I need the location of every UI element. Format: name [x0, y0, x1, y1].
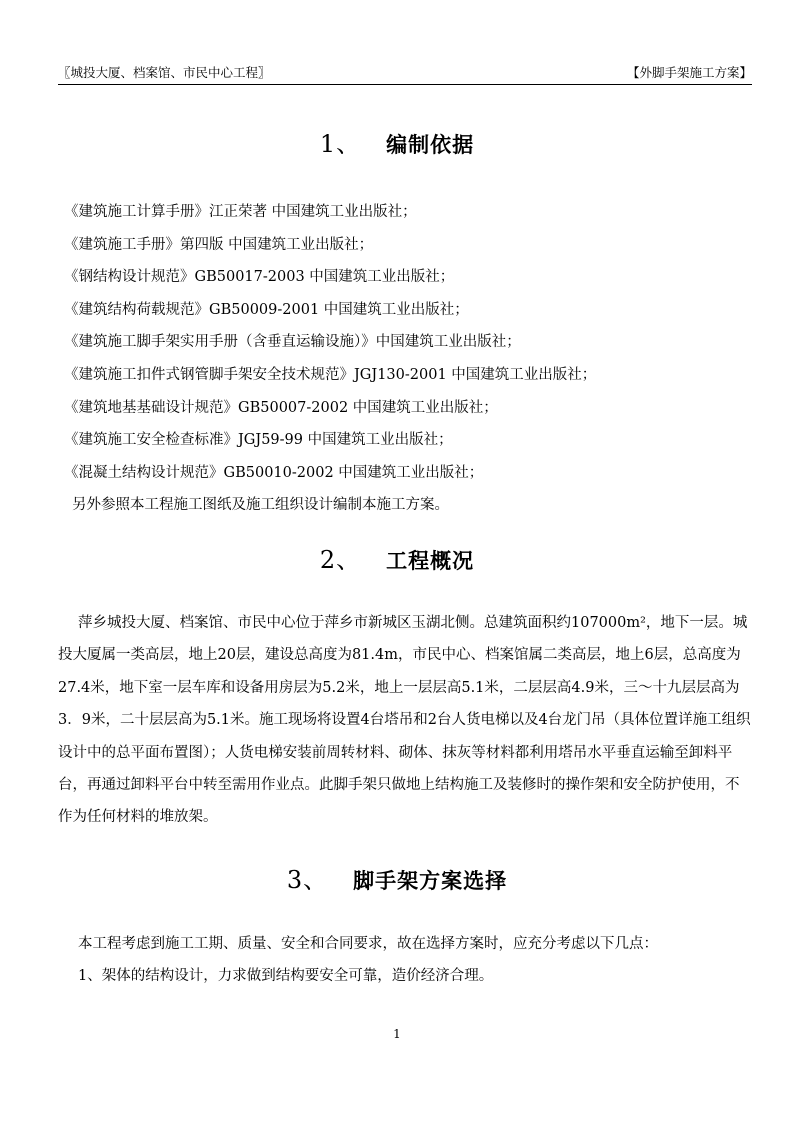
selection-point-text: 1、架体的结构设计，力求做到结构要安全可靠，造价经济合理。 [78, 968, 494, 984]
section-number: 1、 [319, 130, 362, 158]
section-heading-1 [0, 124, 794, 159]
section-heading-2 [0, 540, 794, 575]
header-project-name: 〖城投大厦、档案馆、市民中心工程〗 [58, 65, 271, 80]
reference-item: 《建筑施工扣件式钢管脚手架安全技术规范》JGJ130-2001 中国建筑工业出版社； [64, 366, 597, 383]
reference-item: 《建筑施工手册》第四版 中国建筑工业出版社； [64, 236, 374, 253]
selection-intro-text: 本工程考虑到施工工期、质量、安全和合同要求，故在选择方案时，应充分考虑以下几点： [78, 936, 658, 952]
reference-item: 《建筑地基基础设计规范》GB50007-2002 中国建筑工业出版社； [64, 399, 498, 416]
reference-item: 《建筑施工脚手架实用手册（含垂直运输设施）》中国建筑工业出版社； [64, 334, 521, 351]
selection-intro-paragraph [58, 928, 752, 960]
page-header [58, 62, 752, 85]
selection-point-paragraph [58, 960, 752, 992]
section-title: 编制依据 [386, 132, 475, 157]
section-title: 工程概况 [386, 548, 475, 573]
section-number: 3、 [286, 866, 329, 894]
reference-item: 《建筑施工安全检查标准》JGJ59-99 中国建筑工业出版社； [64, 432, 453, 449]
section-title: 脚手架方案选择 [353, 868, 508, 893]
reference-list [64, 196, 596, 522]
reference-item: 《混凝土结构设计规范》GB50010-2002 中国建筑工业出版社； [64, 464, 484, 481]
overview-paragraph [58, 607, 752, 834]
reference-item: 《钢结构设计规范》GB50017-2003 中国建筑工业出版社； [64, 269, 455, 286]
section-heading-3 [0, 860, 794, 895]
page-number: 1 [393, 1027, 401, 1041]
section-number: 2、 [319, 546, 362, 574]
header-document-title: 【外脚手架施工方案】 [626, 65, 752, 80]
reference-item: 《建筑结构荷载规范》GB50009-2001 中国建筑工业出版社； [64, 301, 469, 318]
overview-text: 萍乡城投大厦、档案馆、市民中心位于萍乡市新城区玉湖北侧。总建筑面积约107000m²，地下一层。城投大厦属一类高层，地上20层，建设总高度为81.4m，市民中心、档案馆属二类高层，地上6层，总高度为27.4米，地下室一层车库和设备用房层为5.2米，地上一层层高5.1米，二层层高4.9米，三～十九层层高为3．9米，二十层层高为5.1米。施工现场将设置4台塔吊和2台人货电梯以及4台龙门吊（具体位置详施工组织设计中的总平面布置图）；人货电梯安装前周转材料、砌体、抹灰等材料都利用塔吊水平垂直运输至卸料平台，再通过卸料平台中转至需用作业点。此脚手架只做地上结构施工及装修时的操作架和安全防护使用，不作为任何材料的堆放架。 [58, 615, 751, 826]
reference-item: 《建筑施工计算手册》江正荣著 中国建筑工业出版社； [64, 204, 417, 220]
reference-note: 另外参照本工程施工图纸及施工组织设计编制本施工方案。 [72, 497, 449, 514]
